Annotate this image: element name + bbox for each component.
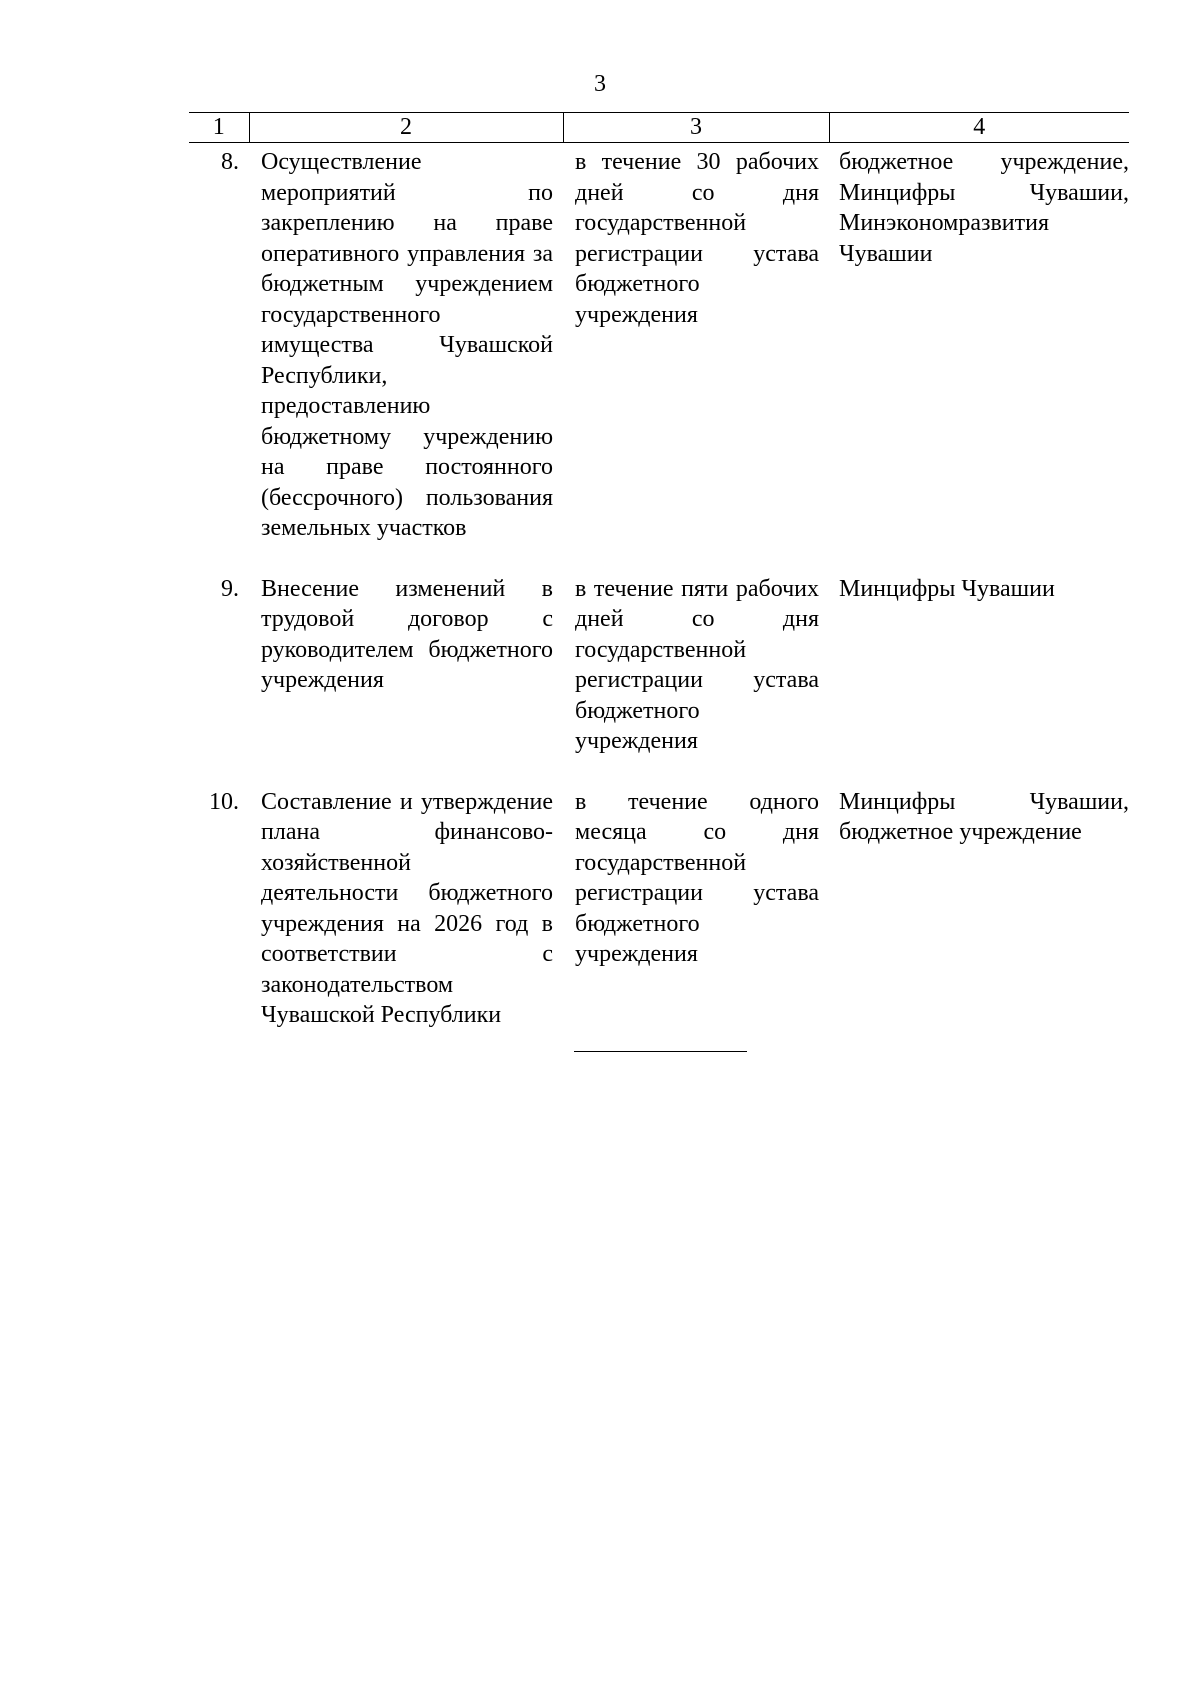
column-header-1: 1 — [189, 113, 249, 143]
page-number: 3 — [594, 71, 606, 97]
column-header-4: 4 — [829, 113, 1129, 143]
action-plan-table — [189, 112, 1129, 1031]
table-row — [189, 574, 1129, 757]
action-cell: Составление и утверждение плана финансово-хозяйственной деятельности бюджетного учреждения на 2026 год в соответствии с законодательством Чувашской Республики — [261, 788, 553, 1028]
responsible-cell: бюджетное учреждение, Минцифры Чувашии, Минэкономразвития Чувашии — [839, 149, 1129, 267]
table-header-row — [189, 113, 1129, 143]
row-spacer — [189, 757, 1129, 787]
row-spacer — [189, 544, 1129, 574]
row-number: 10. — [209, 788, 239, 815]
responsible-cell: Минцифры Чувашии — [839, 575, 1055, 602]
table-row — [189, 787, 1129, 1031]
action-cell: Внесение изменений в трудовой договор с руководителем бюджетного учреждения — [261, 575, 553, 693]
action-cell: Осуществление мероприятий по закреплению на праве оперативного управления за бюджетным учреждением государственного имущества Чувашской Республики, предоставлению бюджетному учреждению на праве постоянного (бессрочного) пользования земельных участков — [261, 149, 553, 541]
deadline-cell: в течение одного месяца со дня государственной регистрации устава бюджетного учреждения — [575, 788, 819, 967]
deadline-cell: в течение пяти рабочих дней со дня государственной регистрации устава бюджетного учреждения — [575, 575, 819, 754]
column-header-3: 3 — [563, 113, 829, 143]
row-number: 8. — [221, 149, 239, 175]
table-row — [189, 143, 1129, 544]
closing-divider — [574, 1051, 747, 1052]
row-number: 9. — [221, 575, 239, 602]
deadline-cell: в течение 30 рабочих дней со дня государственной регистрации устава бюджетного учреждения — [575, 149, 819, 328]
column-header-2: 2 — [249, 113, 563, 143]
responsible-cell: Минцифры Чувашии, бюджетное учреждение — [839, 788, 1129, 845]
